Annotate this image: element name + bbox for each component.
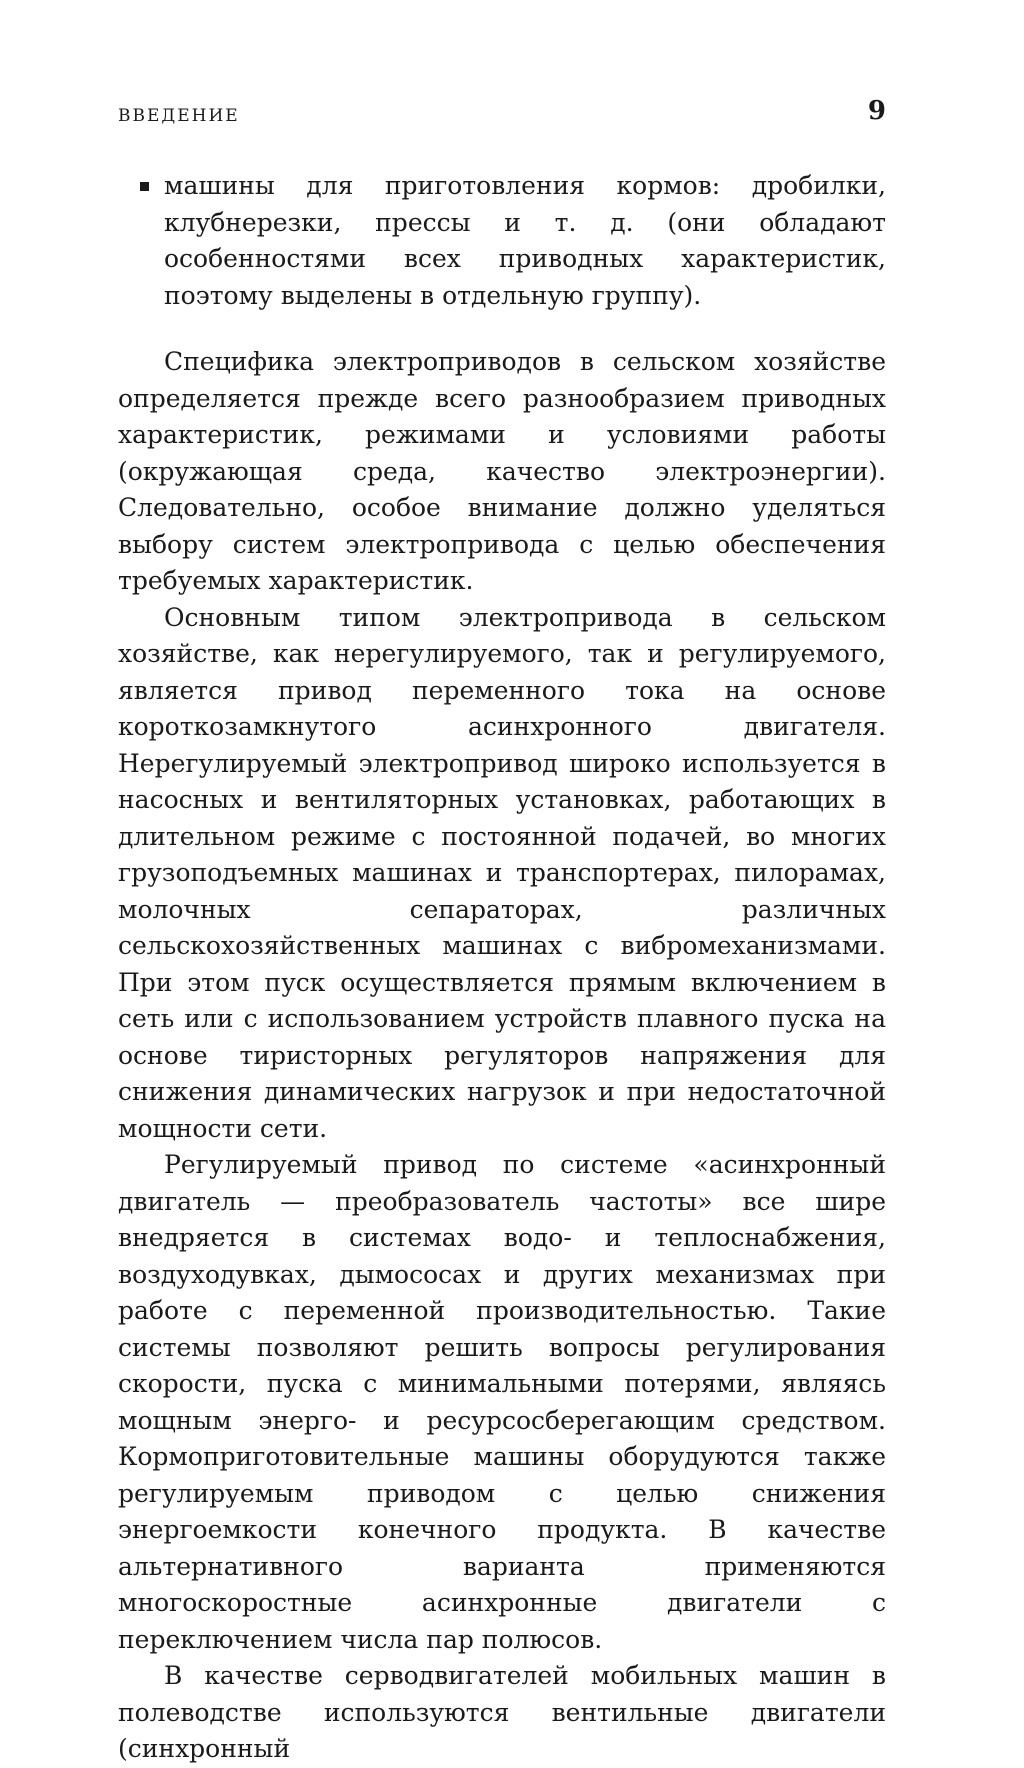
list-item-text: машины для приготовления кормов: дробилки, клубнерезки, прессы и т. д. (они обладают особенностями всех приводных характеристик, поэтому выделены в отдельную группу). [164, 171, 886, 310]
book-page [118, 96, 886, 1768]
bullet-list [118, 168, 886, 314]
square-bullet-icon [140, 182, 149, 191]
running-title: ВВЕДЕНИЕ [118, 106, 240, 126]
list-item [118, 168, 886, 314]
paragraph: Специфика электроприводов в сельском хозяйстве определяется прежде всего разнообразием приводных характеристик, режимами и условиями работы (окружающая среда, качество электроэнергии). Следовательно, особое внимание должно уделяться выбору систем электропривода с целью обеспечения требуемых характеристик. [118, 347, 886, 595]
paragraph: Регулируемый привод по системе «асинхронный двигатель — преобразователь частоты» все шире внедряется в системах водо- и теплоснабжения, воздуходувках, дымососах и других механизмах при работе с переменной производительностью. Такие системы позволяют решить вопросы регулирования скорости, пуска с минимальными потерями, являясь мощным энерго- и ресурсосберегающим средством. Кормоприготовительные машины оборудуются также регулируемым приводом с целью снижения энергоемкости конечного продукта. В качестве альтернативного варианта применяются многоскоростные асинхронные двигатели с переключением числа пар полюсов. [118, 1150, 886, 1654]
body-text [118, 344, 886, 1768]
paragraph: В качестве серводвигателей мобильных машин в полеводстве используются вентильные двигатели (синхронный [118, 1661, 886, 1763]
paragraph: Основным типом электропривода в сельском хозяйстве, как нерегулируемого, так и регулируемого, является привод переменного тока на основе короткозамкнутого асинхронного двигателя. Нерегулируемый электропривод широко используется в насосных и вентиляторных установках, работающих в длительном режиме с постоянной подачей, во многих грузоподъемных машинах и транспортерах, пилорамах, молочных сепараторах, различных сельскохозяйственных машинах с вибромеханизмами. При этом пуск осуществляется прямым включением в сеть или с использованием устройств плавного пуска на основе тиристорных регуляторов напряжения для снижения динамических нагрузок и при недостаточной мощности сети. [118, 602, 886, 1143]
page-number: 9 [867, 96, 886, 126]
running-head [118, 96, 886, 132]
